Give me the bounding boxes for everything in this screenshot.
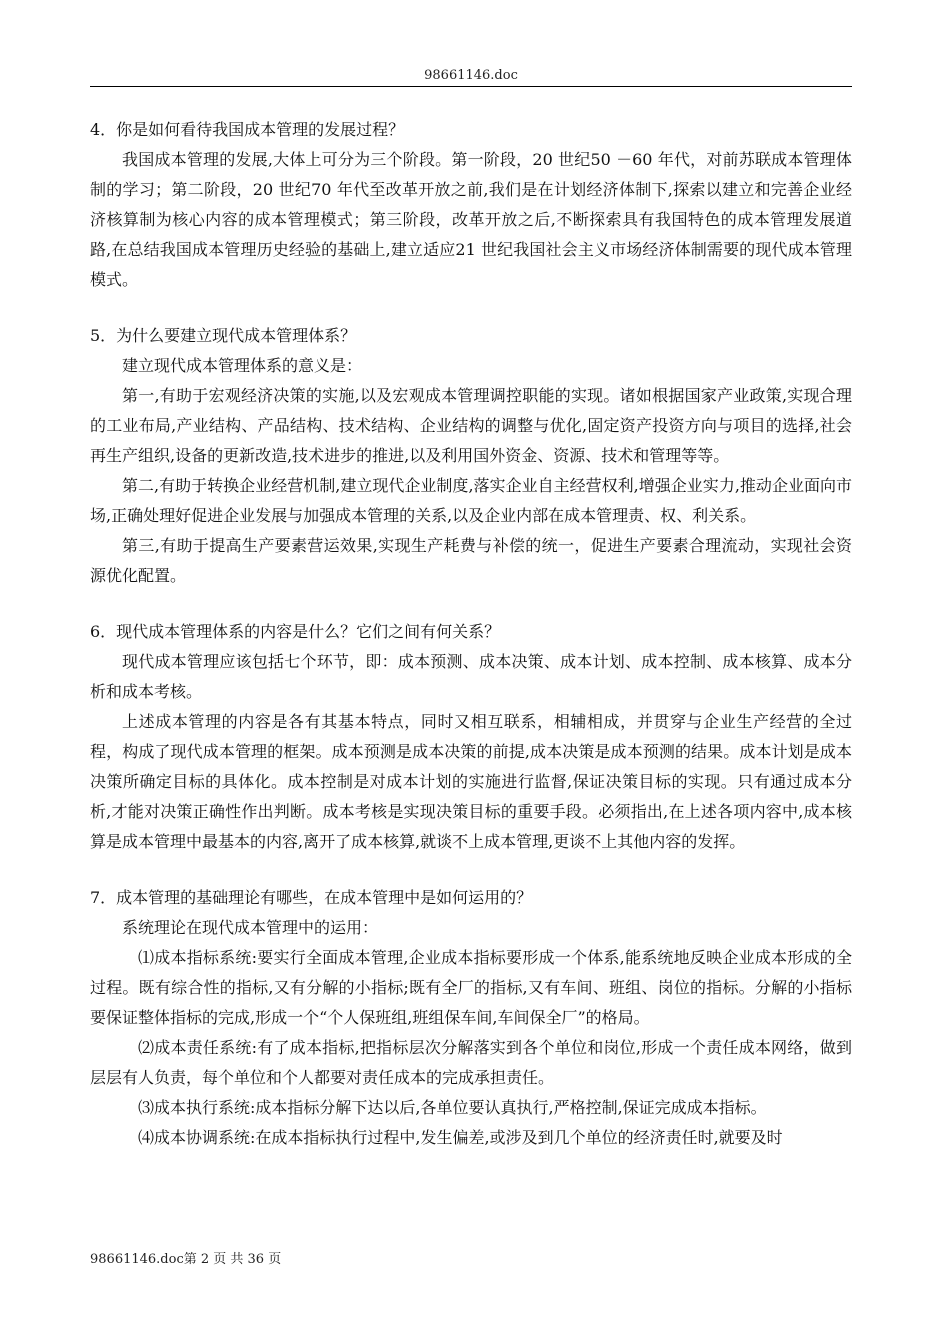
answer-6-paragraph-2: 上述成本管理的内容是各有其基本特点，同时又相互联系，相辅相成，并贯穿与企业生产经营的全过程，构成了现代成本管理的框架。成本预测是成本决策的前提,成本决策是成本预测的结果。成本计划是成本决策所确定目标的具体化。成本控制是对成本计划的实施进行监督,保证决策目标的实现。只有通过成本分析,才能对决策正确性作出判断。成本考核是实现决策目标的重要手段。必须指出,在上述各项内容中,成本核算是成本管理中最基本的内容,离开了成本核算,就谈不上成本管理,更谈不上其他内容的发挥。: [90, 712, 852, 851]
answer-5-paragraph-2: 第一,有助于宏观经济决策的实施,以及宏观成本管理调控职能的实现。诸如根据国家产业政策,实现合理的工业布局,产业结构、产品结构、技术结构、企业结构的调整与优化,固定资产投资方向与项目的选择,社会再生产组织,设备的更新改造,技术进步的推进,以及利用国外资金、资源、技术和管理等等。: [90, 386, 852, 465]
document-body: [90, 115, 852, 1153]
section-gap: [90, 857, 852, 883]
question-5: 5．为什么要建立现代成本管理体系？: [90, 326, 357, 345]
answer-7-paragraph-1: 系统理论在现代成本管理中的运用：: [122, 918, 379, 937]
question-7: 7．成本管理的基础理论有哪些，在成本管理中是如何运用的？: [90, 888, 533, 907]
question-6: 6．现代成本管理体系的内容是什么？它们之间有何关系？: [90, 622, 501, 641]
answer-6-paragraph-1: 现代成本管理应该包括七个环节，即：成本预测、成本决策、成本计划、成本控制、成本核算、成本分析和成本考核。: [90, 652, 852, 701]
answer-5-paragraph-4: 第三,有助于提高生产要素营运效果,实现生产耗费与补偿的统一，促进生产要素合理流动，实现社会资源优化配置。: [90, 536, 852, 585]
section-gap: [90, 295, 852, 321]
question-4: 4．你是如何看待我国成本管理的发展过程？: [90, 120, 405, 139]
answer-7-item-4: ⑷成本协调系统:在成本指标执行过程中,发生偏差,或涉及到几个单位的经济责任时,就要及时: [138, 1128, 783, 1147]
answer-7-item-1: ⑴成本指标系统:要实行全面成本管理,企业成本指标要形成一个体系,能系统地反映企业成本形成的全过程。既有综合性的指标,又有分解的小指标;既有全厂的指标,又有车间、班组、岗位的指标。分解的小指标要保证整体指标的完成,形成一个“个人保班组,班组保车间,车间保全厂”的格局。: [90, 948, 852, 1027]
page-footer: 98661146.doc第 2 页 共 36 页: [90, 1252, 282, 1267]
document-header-filename: 98661146.doc: [424, 68, 518, 83]
section-gap: [90, 591, 852, 617]
header-divider: [90, 86, 852, 87]
answer-7-item-3: ⑶成本执行系统:成本指标分解下达以后,各单位要认真执行,严格控制,保证完成成本指标。: [138, 1098, 767, 1117]
answer-5-paragraph-3: 第二,有助于转换企业经营机制,建立现代企业制度,落实企业自主经营权利,增强企业实力,推动企业面向市场,正确处理好促进企业发展与加强成本管理的关系,以及企业内部在成本管理责、权、利关系。: [90, 476, 852, 525]
answer-7-item-2: ⑵成本责任系统:有了成本指标,把指标层次分解落实到各个单位和岗位,形成一个责任成本网络，做到层层有人负责，每个单位和个人都要对责任成本的完成承担责任。: [90, 1038, 852, 1087]
answer-4-paragraph-1: 我国成本管理的发展,大体上可分为三个阶段。第一阶段，20 世纪50 －60 年代，对前苏联成本管理体制的学习；第二阶段，20 世纪70 年代至改革开放之前,我们是在计划经济体制下,探索以建立和完善企业经济核算制为核心内容的成本管理模式；第三阶段，改革开放之后,不断探索具有我国特色的成本管理发展道路,在总结我国成本管理历史经验的基础上,建立适应21 世纪我国社会主义市场经济体制需要的现代成本管理模式。: [90, 150, 852, 289]
answer-5-paragraph-1: 建立现代成本管理体系的意义是：: [122, 356, 363, 375]
